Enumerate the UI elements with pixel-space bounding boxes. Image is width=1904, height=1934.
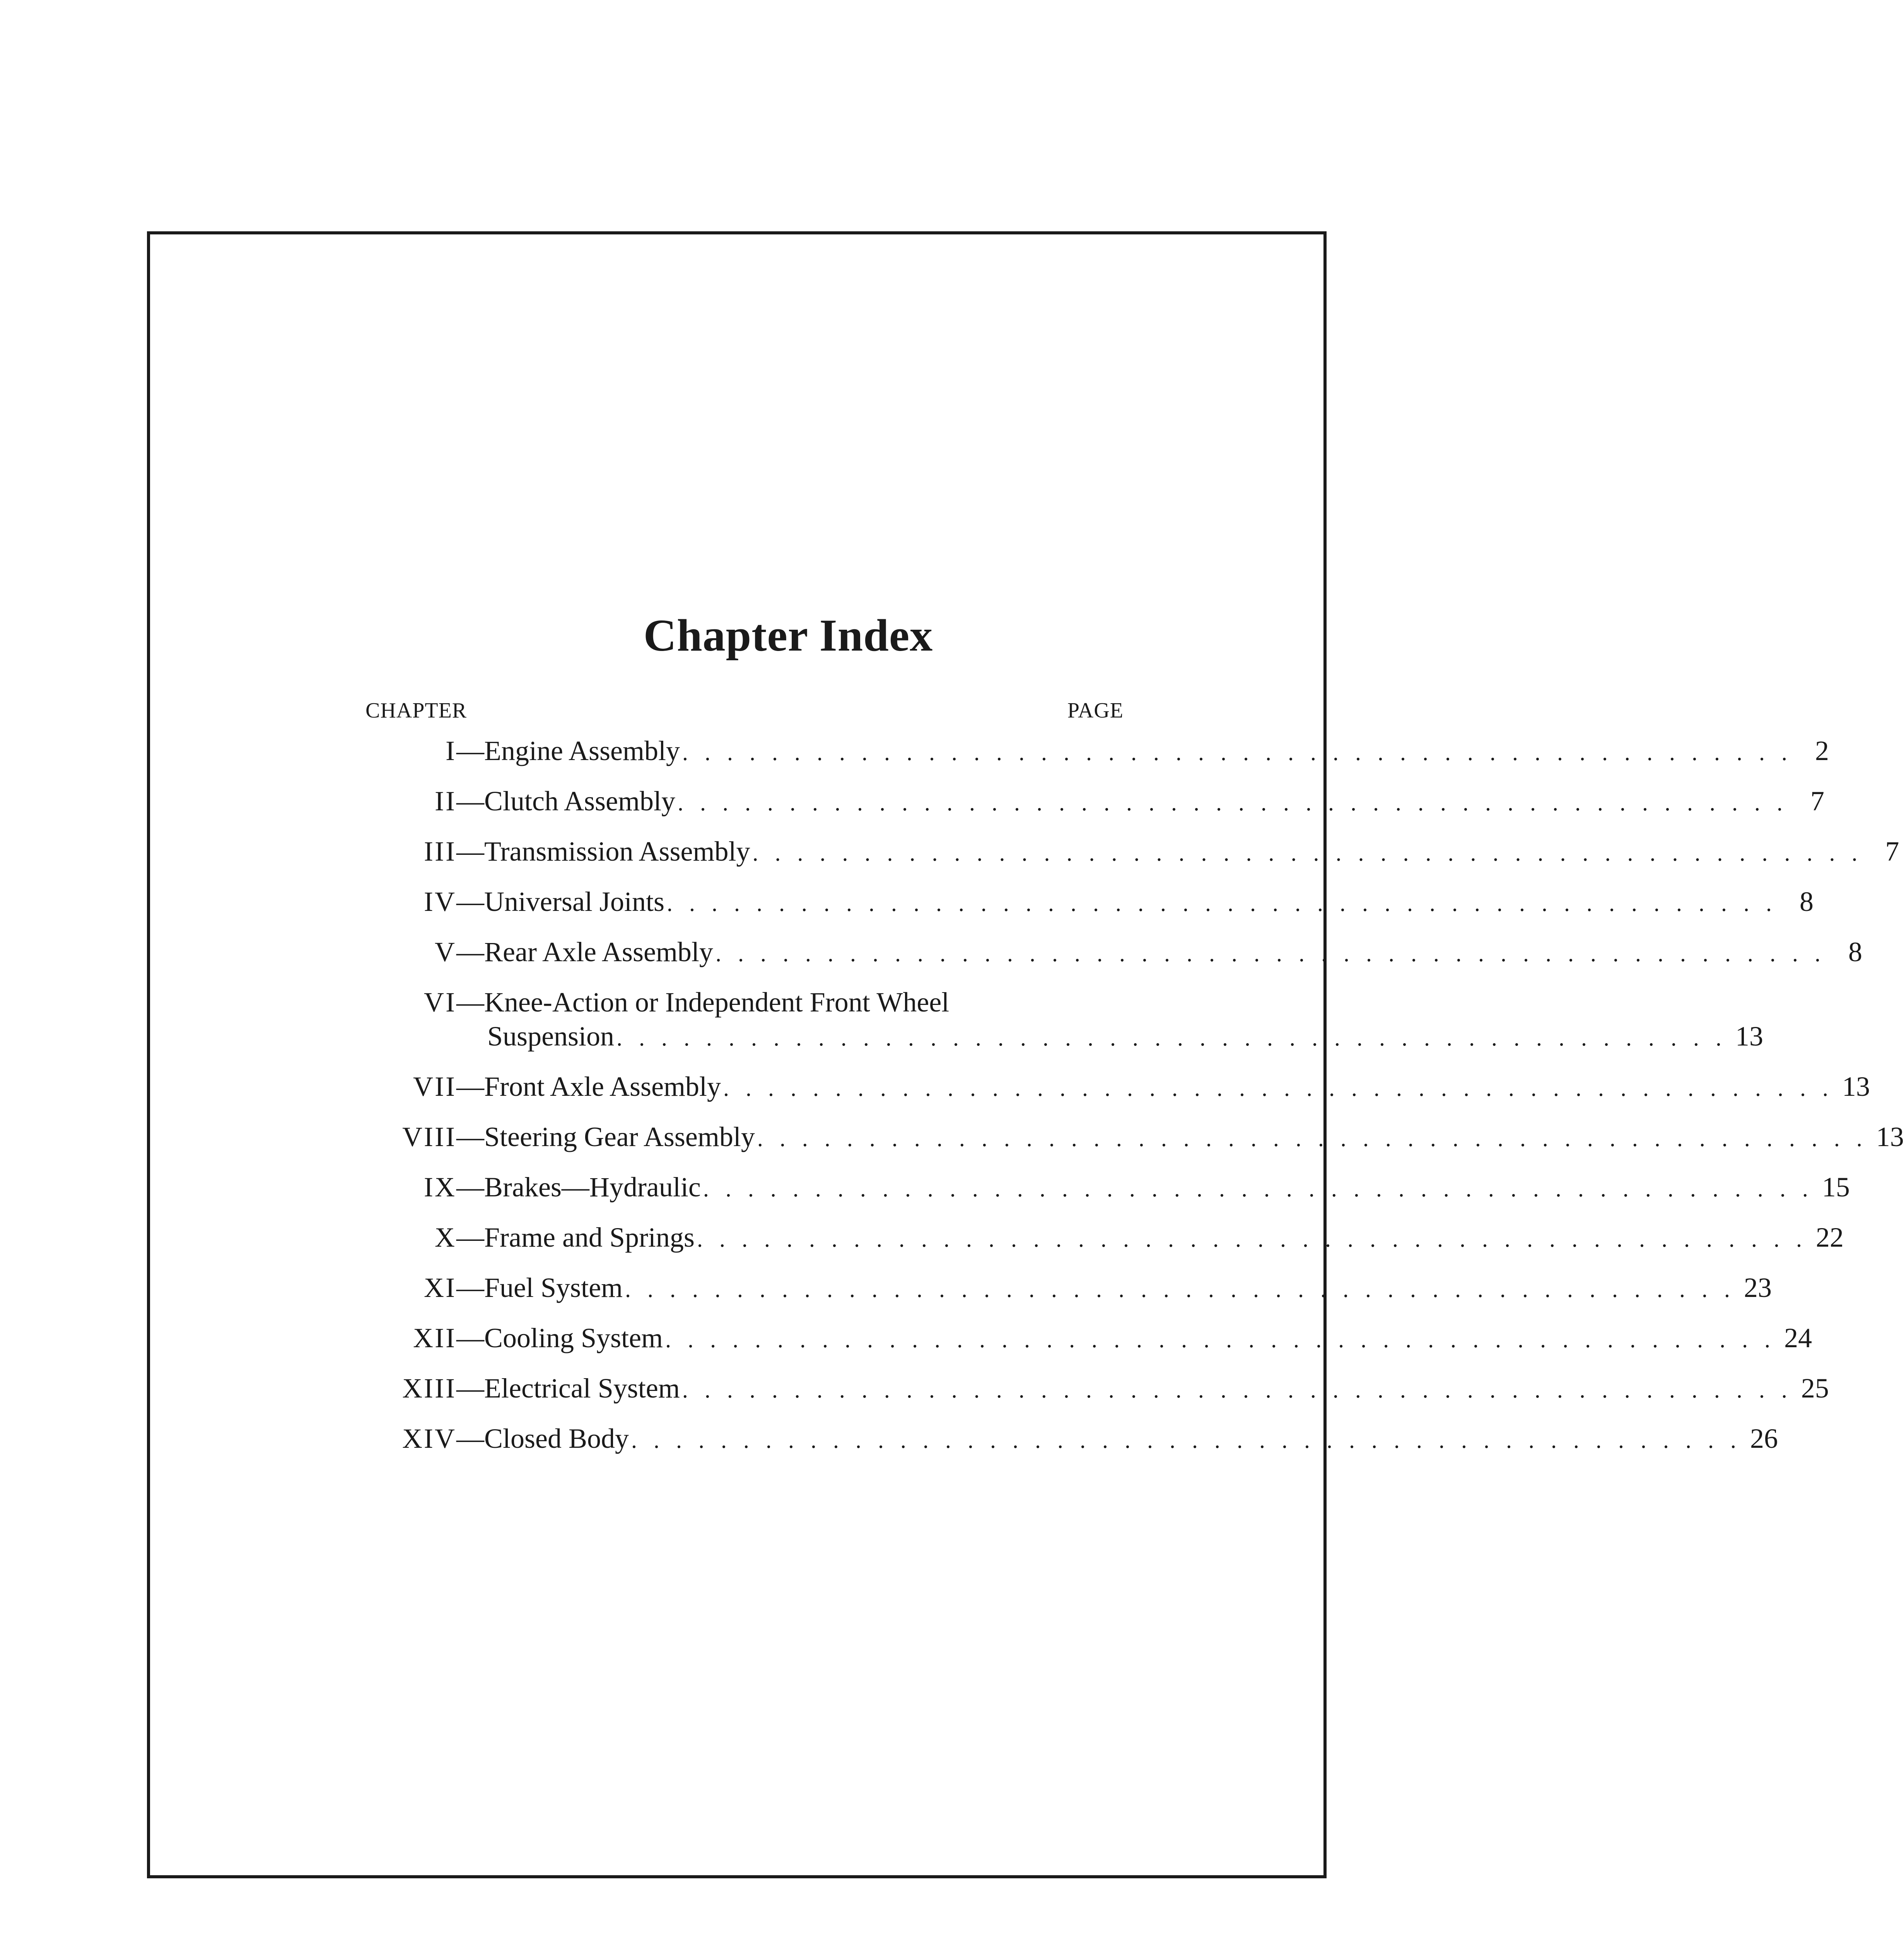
chapter-title-continued: Suspension [487,1021,615,1052]
chapter-numeral: II [435,786,456,817]
leader-dots: . . . . . . . . . . . . . . . . . . . . . . . . . . . . . . . . . . . . . . . . . . . . . . . . . . [682,1377,1793,1403]
chapter-numeral: VI [424,987,456,1018]
leader-dots: . . . . . . . . . . . . . . . . . . . . . . . . . . . . . . . . . . . . . . . . . . . . . . . . . . [666,890,1777,916]
page-number: 15 [1822,1172,1850,1203]
separator: — [456,987,484,1018]
separator: — [456,886,484,917]
toc-entry [365,886,1813,936]
leader-dots: . . . . . . . . . . . . . . . . . . . . . . . . . . . . . . . . . . . . . . . . . . . . . . . . . . [703,1176,1813,1201]
chapter-numeral: IV [424,886,456,917]
leader-dots: . . . . . . . . . . . . . . . . . . . . . . . . . . . . . . . . . . . . . . . . . . . . . . . . . . [665,1327,1776,1352]
toc-entry [365,1171,1850,1222]
page-column-header: PAGE [1067,699,1124,723]
leader-dots: . . . . . . . . . . . . . . . . . . . . . . . . . . . . . . . . . . . . . . . . . . . . . . . . . . [752,840,1863,866]
toc-entry [365,1071,1870,1121]
leader-dots: . . . . . . . . . . . . . . . . . . . . . . . . . . . . . . . . . . . . . . . . . . . . . . . . . . [715,941,1826,966]
page-number: 2 [1815,735,1829,766]
chapter-numeral: XI [424,1272,456,1303]
separator: — [456,786,484,817]
toc-entry [365,835,1899,886]
chapter-title: Engine Assembly [484,735,680,766]
chapter-title: Electrical System [484,1373,680,1404]
chapter-numeral: XII [413,1322,456,1353]
toc-entry [365,936,1862,986]
chapter-title: Closed Body [484,1423,629,1454]
leader-dots: . . . . . . . . . . . . . . . . . . . . . . . . . . . . . . . . . . . . . . . . . . . . . . . . . . [682,740,1793,765]
chapter-title: Transmission Assembly [484,836,750,867]
chapter-numeral: XIV [402,1423,456,1454]
separator: — [456,735,484,766]
toc-entry [365,1222,1844,1272]
page-number: 13 [1735,1021,1764,1052]
column-headers [365,698,1124,723]
toc-entry-second-line [365,1020,1764,1052]
chapter-numeral: VIII [402,1121,456,1152]
separator: — [456,836,484,867]
leader-dots: . . . . . . . . . . . . . . . . . . . . . . . . . . . . . . . . . . . . . . . . . . . . . . . . . . [678,790,1788,815]
separator: — [456,1121,484,1152]
toc-entry [365,1272,1772,1322]
toc-entry [365,1423,1778,1473]
toc-entry [365,785,1825,835]
toc-entry [365,986,1764,1071]
page-number: 23 [1744,1272,1772,1303]
page-number: 13 [1876,1121,1904,1152]
separator: — [456,1272,484,1303]
leader-dots: . . . . . . . . . . . . . . . . . . . . . . . . . . . . . . . . . . . . . . . . . . . . . . . . . . [697,1226,1807,1252]
page-number: 13 [1842,1071,1870,1102]
chapter-list [365,735,1904,1473]
chapter-title: Universal Joints [484,886,664,917]
separator: — [456,1071,484,1102]
separator: — [456,1423,484,1454]
leader-dots: . . . . . . . . . . . . . . . . . . . . . . . . . . . . . . . . . . . . . . . . . . . . . . . . . . [616,1025,1727,1051]
page-number: 26 [1750,1423,1778,1454]
toc-entry [365,1121,1904,1171]
chapter-title: Brakes—Hydraulic [484,1172,701,1203]
separator: — [456,1322,484,1353]
page-number: 8 [1848,936,1862,967]
chapter-numeral: X [435,1222,456,1253]
chapter-title: Rear Axle Assembly [484,936,713,967]
chapter-numeral: V [435,936,456,967]
page-title: Chapter Index [643,610,933,661]
leader-dots: . . . . . . . . . . . . . . . . . . . . . . . . . . . . . . . . . . . . . . . . . . . . . . . . . . [757,1126,1868,1151]
chapter-numeral: XIII [402,1373,456,1404]
toc-entry [365,1372,1829,1423]
chapter-title: Cooling System [484,1322,663,1353]
chapter-numeral: III [424,836,456,867]
page-number: 25 [1801,1373,1829,1404]
chapter-numeral: I [446,735,456,766]
separator: — [456,1373,484,1404]
page-number: 24 [1784,1322,1812,1353]
separator: — [456,1172,484,1203]
chapter-column-header: CHAPTER [365,699,467,723]
chapter-numeral: IX [424,1172,456,1203]
chapter-title: Clutch Assembly [484,786,676,817]
chapter-title: Frame and Springs [484,1222,695,1253]
toc-entry [365,735,1829,785]
separator: — [456,936,484,967]
toc-entry [365,1322,1812,1372]
leader-dots: . . . . . . . . . . . . . . . . . . . . . . . . . . . . . . . . . . . . . . . . . . . . . . . . . . [723,1075,1834,1101]
chapter-title: Knee-Action or Independent Front Wheel [484,987,949,1018]
chapter-title: Fuel System [484,1272,623,1303]
page-number: 8 [1799,886,1813,917]
chapter-numeral: VII [413,1071,456,1102]
leader-dots: . . . . . . . . . . . . . . . . . . . . . . . . . . . . . . . . . . . . . . . . . . . . . . . . . . [625,1276,1736,1302]
page-number: 7 [1885,836,1899,867]
leader-dots: . . . . . . . . . . . . . . . . . . . . . . . . . . . . . . . . . . . . . . . . . . . . . . . . . . [631,1427,1742,1453]
toc-entry-first-line [365,986,1110,1020]
chapter-title: Front Axle Assembly [484,1071,721,1102]
chapter-title: Steering Gear Assembly [484,1121,755,1152]
page-number: 7 [1810,786,1825,817]
page-number: 22 [1815,1222,1844,1253]
separator: — [456,1222,484,1253]
